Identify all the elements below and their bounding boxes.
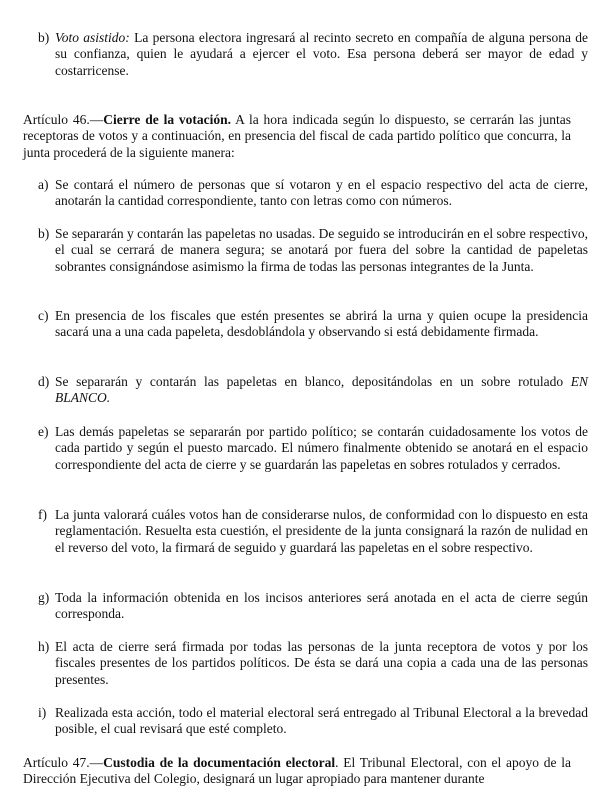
article-prefix: Artículo 47.—: [23, 755, 104, 770]
list-item-g: [38, 590, 588, 623]
list-item-b: [38, 226, 588, 275]
article-prefix: Artículo 46.—: [23, 112, 104, 127]
list-item-i: [38, 705, 588, 738]
list-item-f: [38, 507, 588, 556]
article-46: [23, 112, 571, 161]
article-text: . El Tribunal Electoral, con el apoyo de la Dirección Ejecutiva del Colegio, designará un lugar apropiado para mantener durante: [23, 755, 571, 787]
item-term: Voto asistido:: [55, 30, 130, 45]
list-item-a: [38, 177, 588, 210]
item-text: La junta valorará cuáles votos han de considerarse nulos, de conformidad con lo dispuesto en esta reglamentación. Resuelta esta cuestión, el presidente de la junta consignará la razón de nulidad en el reverso del voto, la firmará de seguido y guardará las papeletas en el sobre respectivo.: [55, 507, 588, 555]
item-marker: b): [38, 30, 50, 45]
item-marker: a): [38, 177, 49, 192]
item-text: Las demás papeletas se separarán por partido político; se contarán cuidadosamente los votos de cada partido y según el puesto marcado. El número finalmente obtenido se anotará en el espacio correspondiente del acta de cierre y se guardarán las papeletas en sobres rotulados y cerrados.: [55, 424, 588, 472]
article-text: A la hora indicada según lo dispuesto, se cerrarán las juntas receptoras de votos y a continuación, en presencia del fiscal de cada partido político que concurra, la junta procederá de la siguiente manera:: [23, 112, 571, 160]
item-marker: c): [38, 308, 49, 323]
item-marker: b): [38, 226, 50, 241]
article-heading: Cierre de la votación.: [103, 112, 232, 127]
item-text: El acta de cierre será firmada por todas las personas de la junta receptora de votos y por los fiscales presentes de los partidos políticos. De ésta se dará una copia a cada una de las personas presentes.: [55, 639, 588, 687]
item-marker: f): [38, 507, 47, 522]
voto-asistido-item: [38, 30, 588, 79]
item-marker: i): [38, 705, 47, 720]
item-text: Se separarán y contarán las papeletas no usadas. De seguido se introducirán en el sobre respectivo, el cual se cerrará de manera segura; se anotará por fuera del sobre la cantidad de papeletas sobrantes consignándose asimismo la firma de todas las personas integrantes de la Junta.: [55, 226, 588, 274]
list-item-c: [38, 308, 588, 341]
item-text: En presencia de los fiscales que estén presentes se abrirá la urna y quien ocupe la presidencia sacará una a una cada papeleta, desdoblándola y observando si está debidamente firmada.: [55, 308, 588, 340]
article-heading: Custodia de la documentación electoral: [103, 755, 336, 770]
item-marker: g): [38, 590, 50, 605]
list-item-d: [38, 374, 588, 407]
item-italic-text: EN BLANCO.: [55, 374, 588, 406]
article-47: [23, 755, 571, 788]
item-marker: e): [38, 424, 49, 439]
item-text: La persona electora ingresará al recinto secreto en compañía de alguna persona de su confianza, quien le ayudará a ejercer el voto. Esa persona deberá ser mayor de edad y costarricense.: [55, 30, 588, 78]
list-item-e: [38, 424, 588, 473]
item-text: Se contará el número de personas que sí votaron y en el espacio respectivo del acta de cierre, anotarán la cantidad correspondiente, tanto con letras como con números.: [55, 177, 588, 209]
item-text: Se separarán y contarán las papeletas en blanco, depositándolas en un sobre rotulado: [55, 374, 571, 389]
item-text: Realizada esta acción, todo el material electoral será entregado al Tribunal Electoral a la brevedad posible, el cual revisará que esté completo.: [55, 705, 588, 737]
item-marker: h): [38, 639, 50, 654]
list-item-h: [38, 639, 588, 688]
item-text: Toda la información obtenida en los incisos anteriores será anotada en el acta de cierre según corresponda.: [55, 590, 588, 622]
item-marker: d): [38, 374, 50, 389]
